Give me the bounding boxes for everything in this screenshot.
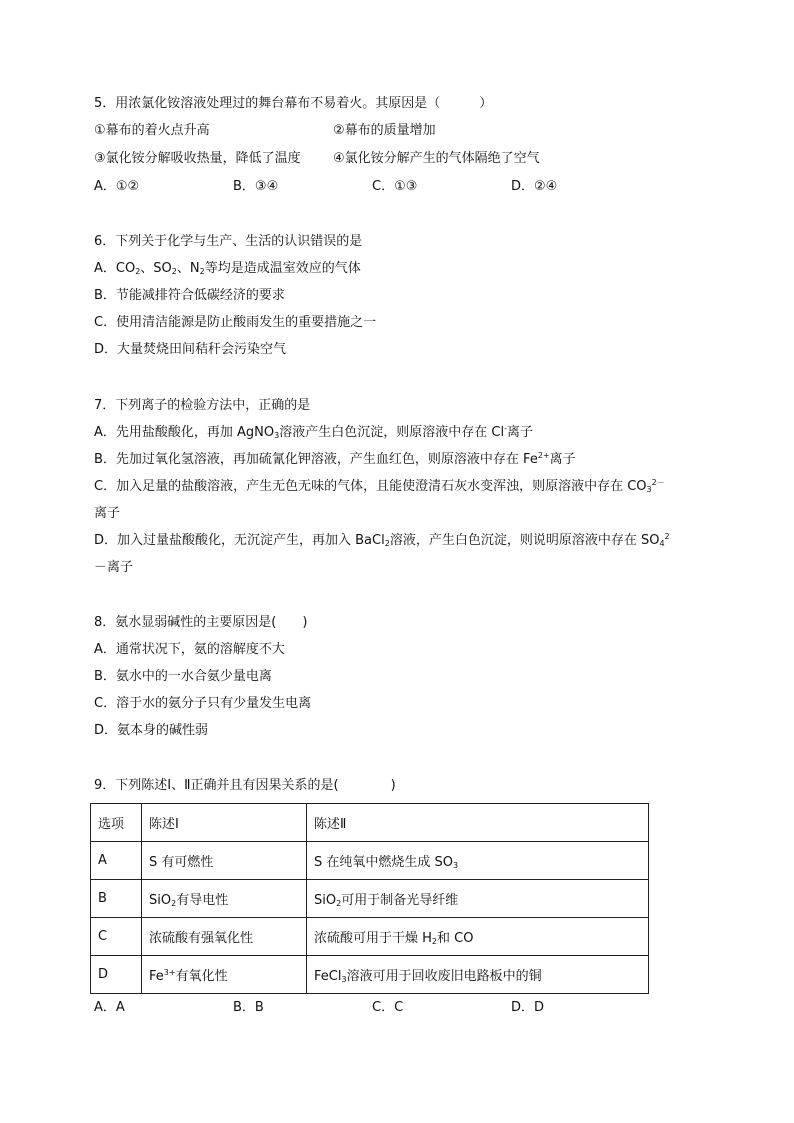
table-row: [91, 880, 649, 918]
q9-stem: 9．下列陈述Ⅰ、Ⅱ正确并且有因果关系的是( ): [94, 778, 396, 793]
q5-option-b: B．③④: [233, 179, 279, 194]
q5-item-4: ④氯化铵分解产生的气体隔绝了空气: [333, 151, 540, 166]
q6-stem: 6．下列关于化学与生产、生活的认识错误的是: [94, 234, 363, 249]
q7-stem: 7．下列离子的检验方法中，正确的是: [94, 398, 311, 413]
q5-option-c: C．①③: [372, 179, 418, 194]
q9-option-c: C．C: [372, 1000, 404, 1015]
q6-option-d: D．大量焚烧田间秸秆会污染空气: [94, 342, 287, 357]
q5-option-a: A．①②: [94, 179, 140, 194]
q6-option-b: B．节能减排符合低碳经济的要求: [94, 288, 285, 303]
q9-option-a: A．A: [94, 1000, 125, 1015]
header-statement-2: 陈述Ⅱ: [307, 804, 649, 842]
q5-stem: 5．用浓氯化铵溶液处理过的舞台幕布不易着火。其原因是（ ）: [94, 96, 493, 111]
row-option: B: [91, 880, 142, 918]
q8-option-b: B．氨水中的一水合氨少量电离: [94, 669, 272, 684]
row-statement-2: S 在纯氧中燃烧生成 $SO_3$: [307, 842, 649, 880]
q6-option-a: A．$CO_2$、$SO_2$、$N_2$等均是造成温室效应的气体: [94, 261, 361, 276]
q8-stem: 8．氨水显弱碱性的主要原因是( ): [94, 615, 308, 630]
q7-option-d: D．加入过量盐酸酸化，无沉淀产生，再加入 BaCl$_2$溶液，产生白色沉淀，则说明原溶液中存在 $SO_4^2$: [94, 532, 670, 548]
row-statement-2: FeCl$_3$溶液可用于回收废旧电路板中的铜: [307, 956, 649, 994]
table-header-row: [91, 804, 649, 842]
row-statement-1: S 有可燃性: [142, 842, 307, 880]
row-statement-2: 浓硫酸可用于干燥 $H_2$和 CO: [307, 918, 649, 956]
row-option: D: [91, 956, 142, 994]
q8-option-d: D．氨本身的碱性弱: [94, 723, 209, 738]
q9-table: [90, 803, 649, 994]
row-statement-1: $Fe^{3+}$有氧化性: [142, 956, 307, 994]
table-row: [91, 918, 649, 956]
row-statement-1: SiO$_2$有导电性: [142, 880, 307, 918]
q9-option-d: D．D: [511, 1000, 545, 1015]
q6-option-c: C．使用清洁能源是防止酸雨发生的重要措施之一: [94, 315, 377, 330]
row-option: C: [91, 918, 142, 956]
row-option: A: [91, 842, 142, 880]
q7-option-c: C．加入足量的盐酸溶液，产生无色无味的气体，且能使澄清石灰水变浑浊，则原溶液中存在 $CO_3^{2-}$: [94, 478, 665, 494]
row-statement-1: 浓硫酸有强氧化性: [142, 918, 307, 956]
q7-option-a: A．先用盐酸酸化，再加 AgNO$_3$溶液产生白色沉淀，则原溶液中存在 Cl-离子: [94, 424, 533, 440]
q7-option-b: B．先加过氧化氢溶液，再加硫氰化钾溶液，产生血红色，则原溶液中存在 $Fe^{2+}$离子: [94, 451, 576, 467]
row-statement-2: SiO$_2$可用于制备光导纤维: [307, 880, 649, 918]
q7-option-d-continued: －离子: [94, 560, 134, 575]
q5-option-d: D．②④: [511, 179, 558, 194]
q7-option-c-continued: 离子: [94, 506, 121, 521]
table-row: [91, 956, 649, 994]
header-statement-1: 陈述Ⅰ: [142, 804, 307, 842]
table-row: [91, 842, 649, 880]
q5-item-3: ③氯化铵分解吸收热量，降低了温度: [94, 151, 301, 166]
q8-option-a: A．通常状况下，氨的溶解度不大: [94, 642, 285, 657]
q8-option-c: C．溶于水的氨分子只有少量发生电离: [94, 696, 312, 711]
q5-item-1: ①幕布的着火点升高: [94, 123, 210, 138]
q5-item-2: ②幕布的质量增加: [333, 123, 436, 138]
q9-option-b: B．B: [233, 1000, 264, 1015]
header-option: 选项: [91, 804, 142, 842]
